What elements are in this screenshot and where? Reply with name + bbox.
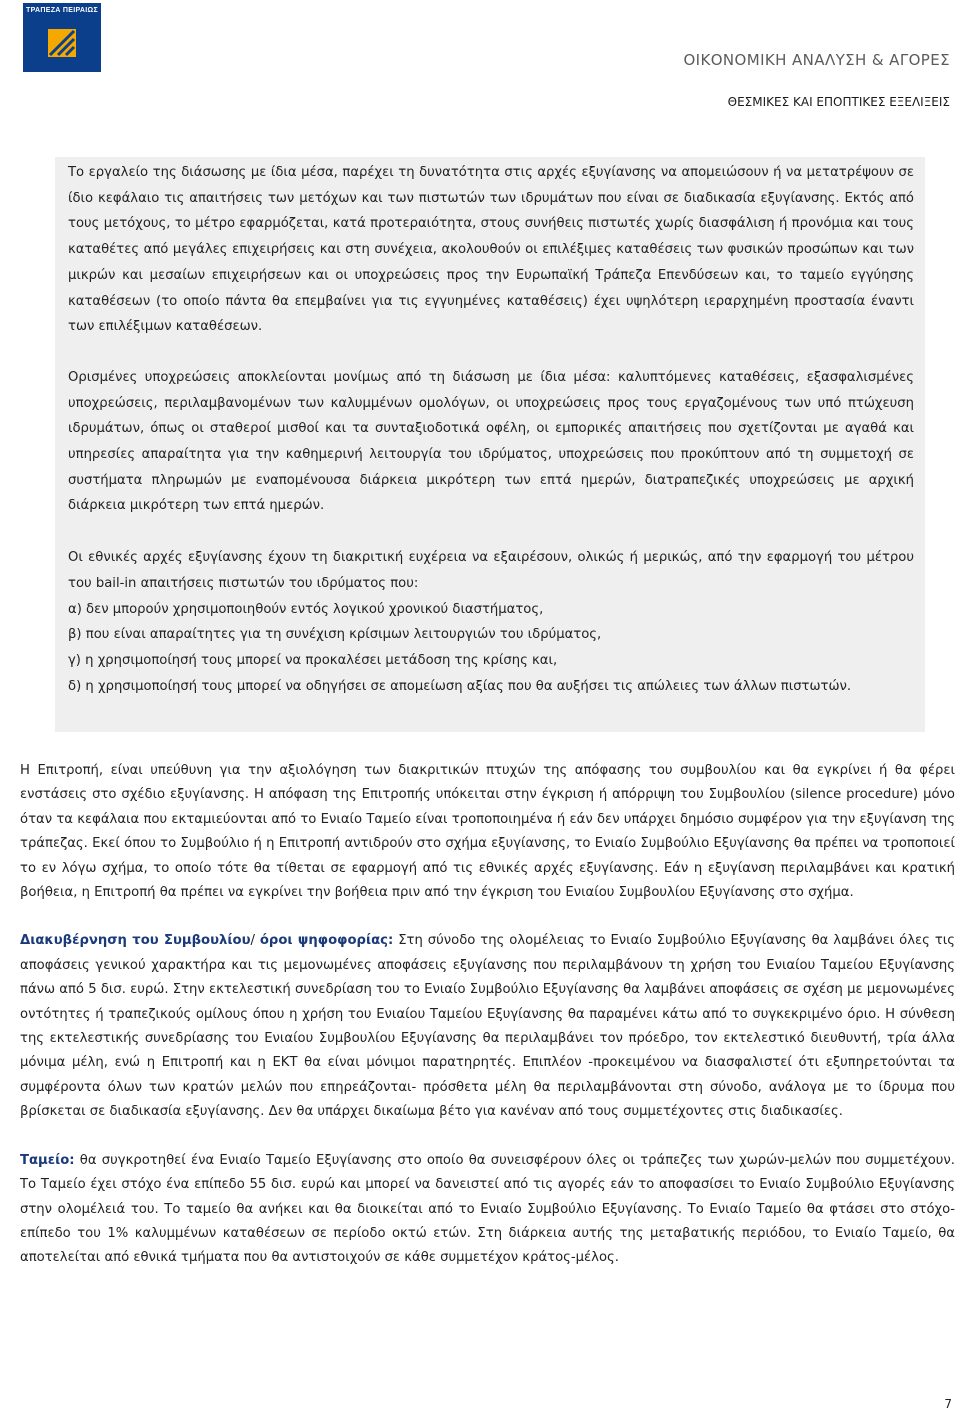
header-subtitle: ΘΕΣΜΙΚΕΣ ΚΑΙ ΕΠΟΠΤΙΚΕΣ ΕΞΕΛΙΞΕΙΣ	[727, 95, 950, 109]
voting-label: όροι ψηφοφορίας:	[259, 933, 394, 949]
logo-text: ΤΡΑΠΕΖΑ ΠΕΙΡΑΙΩΣ	[26, 7, 98, 14]
governance-label: Διακυβέρνηση του Συμβουλίου	[20, 933, 251, 949]
bank-logo	[23, 3, 101, 72]
governance-separator: /	[250, 933, 260, 949]
page-number: 7	[944, 1397, 952, 1411]
list-item: β) που είναι απαραίτητες για τη συνέχιση κρίσιμων λειτουργιών του ιδρύματος,	[68, 627, 602, 643]
highlight-box	[55, 157, 925, 732]
fund-label: Ταμείο:	[20, 1152, 75, 1168]
fund-paragraph	[20, 1149, 955, 1271]
commission-paragraph: Η Επιτροπή, είναι υπεύθυνη για την αξιολόγηση των διακριτικών πτυχών της απόφασης του συμβουλίου και θα εγκρίνει ή θα φέρει ενστάσεις στο σχέδιο εξυγίανσης. Η απόφαση της Επιτροπής υπόκειται στην έγκριση ή απόρριψη του Συμβουλίου (silence procedure) μόνο όταν τα κεφάλαια που εκταμιεύονται από το Ενιαίο Ταμείο είναι τροποποιημένα ή εάν δεν υπάρχει δημόσιο συμφέρον για την εξυγίανση της τράπεζας. Εκεί όπου το Συμβούλιο ή η Επιτροπή αντιδρούν στο σχήμα εξυγίανσης, το Ενιαίο Συμβούλιο Εξυγίανσης θα πρέπει να τροποποιεί το εν λόγω σχήμα, το οποίο τότε θα τίθεται σε εφαρμογή από τις εθνικές αρχές εξυγίανσης. Εάν η εξυγίανση περιλαμβάνει και κρατική βοήθεια, η Επιτροπή θα πρέπει να εγκρίνει την βοήθεια πριν από την έγκριση του Ενιαίου Συμβουλίου Εξυγίανσης στο σχήμα.	[20, 763, 955, 901]
governance-text: Στη σύνοδο της ολομέλειας το Ενιαίο Συμβούλιο Εξυγίανσης θα λαμβάνει όλες τις αποφάσεις γενικού χαρακτήρα και τις μεμονωμένες αποφάσεις εξυγίανσης που περιλαμβάνουν τη χρήση του Ενιαίου Ταμείου Εξυγίανσης πάνω από 5 δισ. ευρώ. Στην εκτελεστική συνεδρίαση του το Ενιαίο Συμβούλιο Εξυγίανσης θα λαμβάνει αποφάσεις σε σχέση με μεμονωμένες οντότητες ή τραπεζικούς ομίλους όπου η χρήση του Ενιαίου Ταμείου Εξυγίανσης θα παραμένει κάτω από το συγκεκριμένο όριο. Η σύνθεση της εκτελεστικής συνεδρίασης του Ενιαίου Συμβουλίου Εξυγίανσης θα περιλαμβάνει τον πρόεδρο, τον εκτελεστικό διευθυντή, τρία άλλα μόνιμα μέλη, ενώ η Επιτροπή και η ΕΚΤ θα είναι μόνιμοι παρατηρητές. Επιπλέον -προκειμένου να διασφαλιστεί ότι εξυπηρετούνται τα συμφέροντα όλων των κρατών μελών που επηρεάζονται- πρόσθετα μέλη θα περιλαμβάνονται στη σύνοδο, ανάλογα με το ίδρυμα που βρίσκεται σε διαδικασία εξυγίανσης. Δεν θα υπάρχει δικαίωμα βέτο για κανέναν από τους συμμετέχοντες στις διαδικασίες.	[20, 933, 955, 1120]
piraeus-bank-logo-icon	[48, 29, 76, 57]
bail-in-paragraph: Το εργαλείο της διάσωσης με ίδια μέσα, παρέχει τη δυνατότητα στις αρχές εξυγίανσης να απομειώσουν ή να μετατρέψουν σε ίδιο κεφάλαιο τις απαιτήσεις των μετόχων και των πιστωτών των ιδρυμάτων που είναι σε διαδικασία εξυγίανσης. Εκτός από τους μετόχους, το μέτρο εφαρμόζεται, κατά προτεραιότητα, στους συνήθεις πιστωτές χωρίς διασφάλιση ή προνόμια και τους καταθέτες από μεγάλες επιχειρήσεις και στη συνέχεια, ακολουθούν οι επιλέξιμες καταθέσεις των φυσικών προσώπων και των μικρών και μεσαίων επιχειρήσεων και οι υποχρεώσεις προς την Ευρωπαϊκή Τράπεζα Επενδύσεων και, το ταμείο εγγύησης καταθέσεων (το οποίο πάντα θα επεμβαίνει για τις εγγυημένες καταθέσεις) έχει υψηλότερη ιεραρχημένη προστασία έναντι των επιλέξιμων καταθέσεων.	[68, 165, 914, 335]
body-content	[20, 759, 955, 1271]
governance-paragraph	[20, 929, 955, 1124]
list-item: δ) η χρησιμοποίησή τους μπορεί να οδηγήσει σε απομείωση αξίας που θα αυξήσει τις απώλειες των άλλων πιστωτών.	[68, 678, 852, 694]
list-item: α) δεν μπορούν χρησιμοποιηθούν εντός λογικού χρονικού διαστήματος,	[68, 601, 544, 617]
header-title: ΟΙΚΟΝΟΜΙΚΗ ΑΝΑΛΥΣΗ & ΑΓΟΡΕΣ	[683, 51, 950, 69]
list-item: γ) η χρησιμοποίησή τους μπορεί να προκαλέσει μετάδοση της κρίσης και,	[68, 652, 558, 668]
exclusions-paragraph: Ορισμένες υποχρεώσεις αποκλείονται μονίμως από τη διάσωση με ίδια μέσα: καλυπτόμενες καταθέσεις, εξασφαλισμένες υποχρεώσεις, περιλαμβανομένων των καλυμμένων ομολόγων, οι υποχρεώσεις προς τους εργαζομένους των υπό πτώχευση ιδρυμάτων, όπως οι σταθεροί μισθοί και τα συνταξιοδοτικά οφέλη, οι εμπορικές απαιτήσεις που σχετίζονται με αγαθά και υπηρεσίες απαραίτητα για την καθημερινή λειτουργία του ιδρύματος, υποχρεώσεις που προκύπτουν από τη συμμετοχή σε συστήματα πληρωμών με εναπομένουσα διάρκεια μικρότερη των επτά ημερών, διατραπεζικές υποχρεώσεις με αρχική διάρκεια μικρότερη των επτά ημερών.	[68, 369, 914, 514]
fund-text: θα συγκροτηθεί ένα Ενιαίο Ταμείο Εξυγίανσης στο οποίο θα συνεισφέρουν όλες οι τράπεζες των χωρών-μελών που συμμετέχουν. Το Ταμείο έχει στόχο ένα επίπεδο 55 δισ. ευρώ και μπορεί να δανειστεί από τις αγορές εάν το αποφασίσει το Ενιαίο Συμβούλιο Εξυγίανσης στην ολομέλειά του. Το ταμείο θα ανήκει και θα διοικείται από το Ενιαίο Συμβούλιο Εξυγίανσης. Το Ενιαίο Ταμείο θα φτάσει στο στόχο-επίπεδο του 1% καλυμμένων καταθέσεων σε περίοδο οκτώ ετών. Στη διάρκεια αυτής της μεταβατικής περιόδου, το Ενιαίο Ταμείο, θα αποτελείται από εθνικά τμήματα που θα αντιστοιχούν σε κάθε συμμετέχον κράτος-μέλος.	[20, 1152, 955, 1266]
discretion-intro: Οι εθνικές αρχές εξυγίανσης έχουν τη διακριτική ευχέρεια να εξαιρέσουν, ολικώς ή μερικώς, από την εφαρμογή του μέτρου του bail-in απαιτήσεις πιστωτών του ιδρύματος που:	[68, 550, 914, 591]
